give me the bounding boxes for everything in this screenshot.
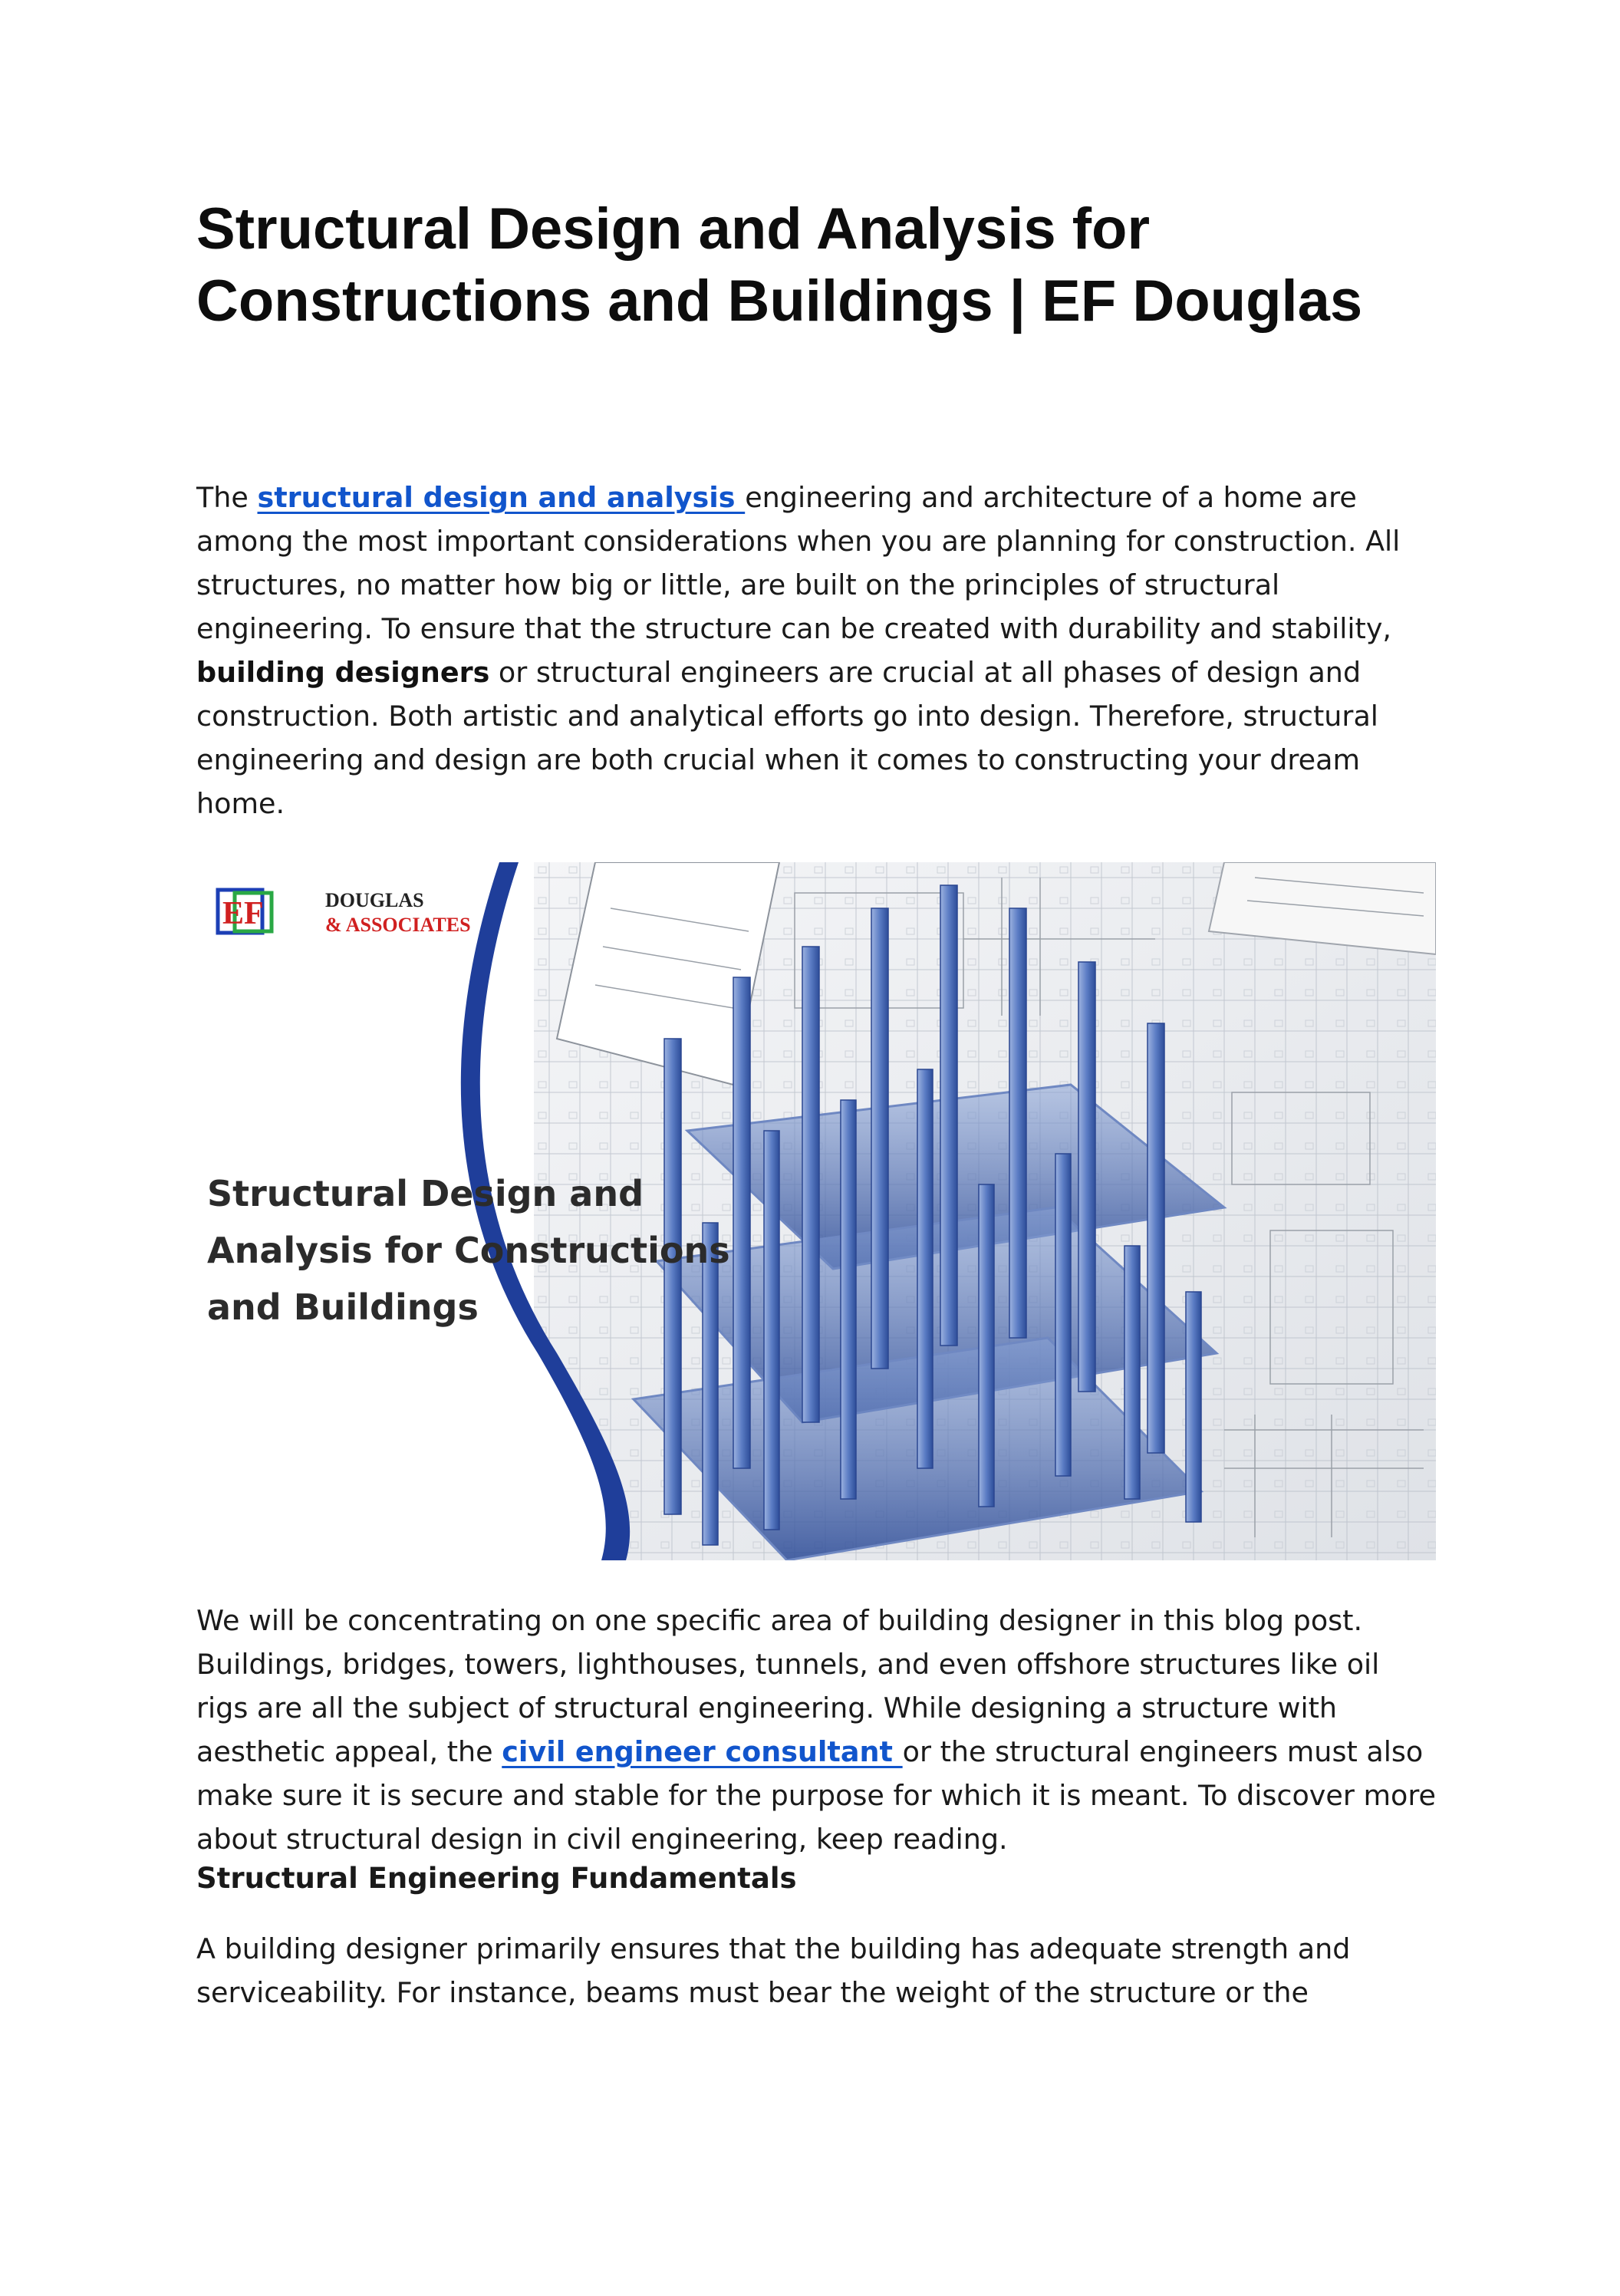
logo-line1: DOUGLAS bbox=[325, 889, 424, 911]
logo-line2: & ASSOCIATES bbox=[325, 914, 471, 936]
hero-caption-line3: and Buildings bbox=[207, 1286, 479, 1328]
hero-caption-line1: Structural Design and bbox=[207, 1173, 644, 1214]
logo-letters: EF bbox=[222, 896, 264, 931]
intro-tail: or structural engineers are crucial at all phases of design and construction. Both artistic and analytical efforts go into design. Therefore, structural engineering and design are both crucial when it comes to constructing your dream home. bbox=[196, 656, 1378, 820]
page-title: Structural Design and Analysis for Constructions and Buildings | EF Douglas bbox=[196, 196, 1363, 334]
fundamentals-paragraph: A building designer primarily ensures that the building has adequate strength and serviceability. For instance, beams must bear the weight of the structure or the bbox=[196, 1932, 1351, 2009]
body-tail: or the structural engineers must also make sure it is secure and stable for the purpose for which it is meant. To discover more about structural design in civil engineering, keep reading. bbox=[196, 1735, 1437, 1856]
hero-caption-line2: Analysis for Constructions bbox=[207, 1230, 730, 1271]
body-lead: We will be concentrating on one specific area of building designer in this blog post. Buildings, bridges, towers, lighthouses, tunnels, and even offshore structures like oil rigs are all the subject of structural engineering. While designing a structure with aesthetic appeal, the bbox=[196, 1604, 1380, 1768]
hero-image bbox=[196, 862, 1436, 1560]
building-designers-bold: building designers bbox=[196, 656, 490, 689]
structural-design-link[interactable]: structural design and analysis bbox=[257, 481, 746, 514]
civil-engineer-consultant-link[interactable]: civil engineer consultant bbox=[502, 1735, 903, 1768]
intro-after-link: engineering and architecture of a home are among the most important considerations when you are planning for construction. All structures, no matter how big or little, are built on the principles of structural engineering. To ensure that the structure can be created with durability and stability, bbox=[196, 481, 1401, 645]
section-heading: Structural Engineering Fundamentals bbox=[196, 1862, 797, 1895]
intro-paragraph bbox=[196, 476, 1439, 825]
intro-lead: The bbox=[196, 481, 258, 514]
body-paragraph bbox=[196, 1599, 1439, 1861]
